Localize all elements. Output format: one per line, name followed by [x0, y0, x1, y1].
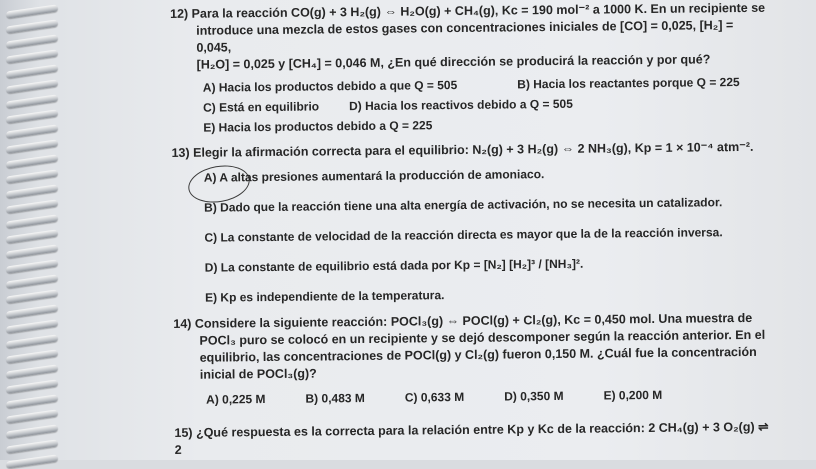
spiral-ring [6, 274, 58, 288]
option-b: B) 0,483 M [305, 390, 365, 406]
spiral-ring [6, 199, 58, 213]
question-15 [174, 419, 774, 459]
question-text: Elegir la afirmación correcta para el equilibrio: N₂(g) + 3 H₂(g) ⇔ 2 NH₃(g), Kp = 1 × 10⁻⁴ atm⁻². [193, 139, 754, 160]
exam-content [170, 0, 775, 465]
option-b: B) Hacia los reactantes porque Q = 225 [517, 75, 740, 92]
spiral-ring [6, 184, 58, 198]
spiral-ring [6, 394, 58, 408]
spiral-ring [6, 64, 58, 78]
option-b: B) Dado que la reacción tiene una alta energía de activación, no se necesita un catalizador. [204, 195, 723, 215]
spiral-ring [6, 34, 58, 48]
question-13 [171, 139, 773, 307]
option-a: A) Hacia los productos debido a que Q = 505 [202, 77, 458, 95]
options-row-1 [171, 74, 771, 97]
question-number: 13) [171, 145, 190, 160]
spiral-ring [6, 454, 58, 468]
question-14 [173, 310, 774, 409]
spiral-ring [6, 409, 58, 423]
option-e: E) Hacia los productos debido a Q = 225 [203, 118, 433, 135]
options-row-3 [171, 114, 771, 137]
spiral-ring [6, 379, 58, 393]
question-number: 15) [174, 425, 193, 440]
question-14-line-4: inicial de POCl₃(g)? [199, 366, 317, 382]
question-14-line-3: equilibrio, las concentraciones de POCl(g) y Cl₂(g) fueron 0,150 M. ¿Cuál fue la concentración [199, 344, 757, 365]
question-number: 12) [170, 6, 189, 21]
option-e: E) Kp es independiente de la temperatura. [204, 288, 445, 305]
spiral-ring [6, 49, 58, 63]
question-text: Considere la siguiente reacción: POCl₃(g) ⇔ POCl(g) + Cl₂(g), Kc = 0,450 mol. Una muestra de [194, 310, 753, 331]
question-12-line-3: [H₂O] = 0,025 y [CH₄] = 0,046 M, ¿En qué dirección se producirá la reacción y por qué? [196, 52, 711, 72]
options-row [174, 386, 774, 409]
option-c: C) Está en equilibrio [202, 99, 320, 115]
spiral-ring [6, 259, 58, 273]
question-13-line-1 [171, 139, 771, 162]
option-d: D) 0,350 M [504, 388, 564, 404]
spiral-ring [6, 334, 58, 348]
spiral-ring [6, 439, 58, 453]
spiral-binding [0, 0, 60, 460]
spiral-ring [6, 229, 58, 243]
question-text: Para la reacción CO(g) + 3 H₂(g) ⇔ H₂O(g) + CH₄(g), Kc = 190 mol⁻² a 1000 K. En un recipiente se [191, 0, 766, 21]
spiral-ring [6, 124, 58, 138]
spiral-ring [6, 94, 58, 108]
spiral-ring [6, 79, 58, 93]
spiral-ring [6, 304, 58, 318]
question-12 [170, 0, 771, 137]
spiral-ring [6, 319, 58, 333]
spiral-ring [6, 19, 58, 33]
spiral-ring [6, 244, 58, 258]
spiral-ring [6, 214, 58, 228]
option-c: C) La constante de velocidad de la reacción directa es mayor que la de la reacción inversa. [204, 225, 723, 245]
spiral-ring [6, 4, 58, 18]
question-14-line-2: POCl₃ puro se colocó en un recipiente y se dejó descomponer según la reacción anterior. En el [199, 327, 766, 348]
question-text: ¿Qué respuesta es la correcta para la relación entre Kp y Kc de la reacción: 2 CH₄(g) + 3 O₂(g) ⇌ 2 [174, 419, 769, 457]
option-d: D) La constante de equilibrio está dada por Kp = [N₂] [H₂]³ / [NH₃]². [204, 256, 584, 275]
spiral-ring [6, 424, 58, 438]
option-a: A) A altas presiones aumentará la producción de amoniaco. [203, 167, 545, 185]
option-a: A) 0,225 M [206, 392, 266, 407]
spiral-ring [6, 109, 58, 123]
question-15-line-1 [174, 419, 774, 459]
spiral-ring [6, 154, 58, 168]
option-c: C) 0,633 M [404, 389, 465, 405]
spiral-ring [6, 349, 58, 363]
spiral-ring [6, 289, 58, 303]
spiral-ring [6, 139, 58, 153]
question-12-line-2: introduce una mezcla de estos gases con concentraciones iniciales de [CO] = 0,025, [H₂] = 0,045, [196, 18, 734, 55]
option-e: E) 0,200 M [603, 387, 663, 403]
spiral-ring [6, 364, 58, 378]
question-number: 14) [173, 316, 192, 331]
option-d: D) Hacia los reactivos debido a Q = 505 [349, 96, 573, 114]
spiral-ring [6, 169, 58, 183]
options-row-2 [171, 94, 771, 117]
